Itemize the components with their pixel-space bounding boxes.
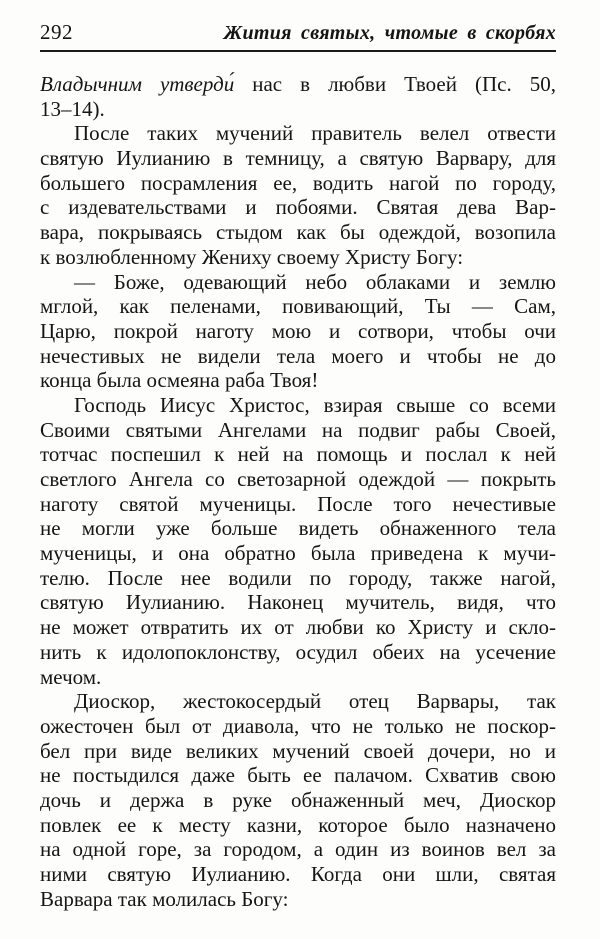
text-line: мглой, как пеленами, повивающий, Ты — Сам, bbox=[40, 294, 556, 319]
text-line: к возлюбленному Жениху своему Христу Богу: bbox=[40, 244, 464, 269]
paragraph bbox=[40, 72, 556, 121]
text-line: не может отвратить их от любви ко Христу и скло- bbox=[40, 615, 556, 640]
text-line: дочь и держа в руке обнаженный меч, Диоскор bbox=[40, 787, 556, 812]
text-line: ожесточен был от диавола, что не только не поскор- bbox=[40, 713, 556, 738]
page-header bbox=[40, 20, 556, 52]
text-line: нить к идолопоклонству, осудил обеих на усечение bbox=[40, 639, 556, 664]
paragraph bbox=[40, 393, 556, 689]
paragraph bbox=[40, 270, 556, 393]
text-line: не постыдился даже быть ее палачом. Схватив свою bbox=[40, 763, 556, 788]
text-line: Варвара так молилась Богу: bbox=[40, 886, 289, 911]
text-line: 13–14). bbox=[40, 96, 105, 121]
text-line: бел при виде великих мучений своей дочери, но и bbox=[40, 738, 556, 763]
text-line: тотчас поспешил к ней на помощь и послал к ней bbox=[40, 442, 556, 467]
text-line: нечестивых не видели тела моего и чтобы не до bbox=[40, 343, 556, 368]
text-line: — Боже, одевающий небо облаками и землю bbox=[74, 269, 556, 294]
text-line: Владычним утверди́ нас в любви Твоей (Пс. 50, bbox=[40, 72, 556, 96]
text-line: Царю, покрой наготу мою и сотвори, чтобы очи bbox=[40, 318, 556, 343]
text-line: вара, покрываясь стыдом как бы одеждой, возопила bbox=[40, 220, 556, 245]
page-body bbox=[40, 72, 556, 911]
text-line: с издевательствами и побоями. Святая дева Вар- bbox=[40, 195, 556, 220]
paragraph bbox=[40, 121, 556, 269]
text-line: наготу святой мученицы. После того нечестивые bbox=[40, 491, 556, 516]
text-line: повлек ее к месту казни, которое было назначено bbox=[40, 812, 556, 837]
italic-citation: Владычним утверди́ bbox=[40, 72, 235, 96]
text-line: светлого Ангела со светозарной одеждой — покрыть bbox=[40, 467, 556, 491]
text-line: Своими святыми Ангелами на подвиг рабы Своей, bbox=[40, 417, 556, 442]
paragraph bbox=[40, 689, 556, 911]
text-line: святую Иулианию в темницу, а святую Варвару, для bbox=[40, 146, 556, 171]
text-line: телю. После нее водили по городу, также нагой, bbox=[40, 565, 556, 590]
text-line: мечом. bbox=[40, 664, 102, 689]
text-line: Диоскор, жестокосердый отец Варвары, так bbox=[74, 689, 556, 714]
text-line: Господь Иисус Христос, взирая свыше со всеми bbox=[74, 392, 556, 417]
text-line: не могли уже больше видеть обнаженного тела bbox=[40, 516, 556, 541]
running-title: Жития святых, чтомые в скорбях bbox=[223, 22, 556, 44]
text-line: конца была осмеяна раба Твоя! bbox=[40, 368, 319, 393]
text-line: на одной горе, за городом, а один из воинов вел за bbox=[40, 837, 556, 862]
paragraphs-container bbox=[40, 72, 556, 911]
text-line: святую Иулианию. Наконец мучитель, видя, что bbox=[40, 590, 556, 615]
text-line: После таких мучений правитель велел отвести bbox=[74, 121, 556, 146]
text-line: большего посрамления ее, водить нагой по городу, bbox=[40, 170, 556, 195]
text-line: мученицы, и она обратно была приведена к мучи- bbox=[40, 541, 556, 566]
page-number: 292 bbox=[40, 20, 73, 44]
text-line: ними святую Иулианию. Когда они шли, святая bbox=[40, 862, 556, 886]
